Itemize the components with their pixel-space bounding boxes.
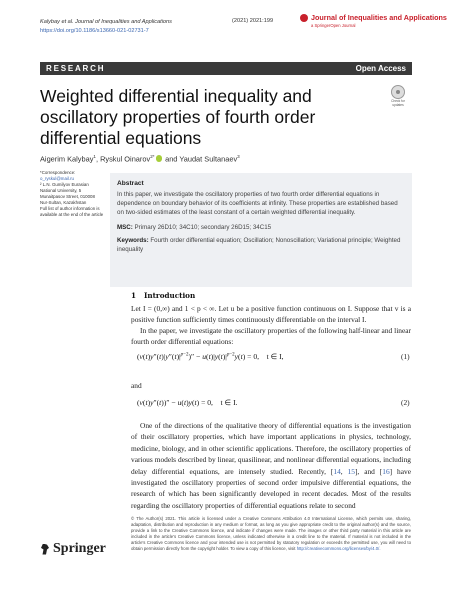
citation-link[interactable]: 15 <box>347 466 355 476</box>
check-for-updates-badge[interactable] <box>388 85 408 107</box>
author-name[interactable]: Ryskul Oinarov <box>100 154 151 164</box>
msc-codes <box>117 224 405 231</box>
publisher-logo <box>40 541 106 557</box>
correspondence-email[interactable]: o_ryskul@mail.ru <box>40 176 74 181</box>
msc-label: MSC: <box>117 224 133 232</box>
journal-logo-icon <box>300 14 308 22</box>
license-text: © The Author(s) 2021. This article is licensed under a Creative Commons Attribution 4.0 International License, which permits use, sharing, adaptation, distribution and reproduction in any medium or format, as long as you give appropriate credit to the original author(s) and the source, provide a link to the Creative Commons licence, and indicate if changes were made. The images or other third party material in this article are included in the article's Creative Commons licence, unless indicated otherwise in a credit line to the material. If material is not included in the article's Creative Commons licence and your intended use is not permitted by statutory regulation or exceeds the permitted use, you will need to obtain permission directly from the copyright holder. To view a copy of this licence, visit http://creativecommons.org/licenses/by/4.0/. <box>131 516 411 551</box>
author-affiliation-mark: 1 <box>93 154 96 159</box>
equation-1: $(v(t)y''(t)|y''(t)|^{p-2})'' - u(t)|y(t)|^{p-2}y(t) = 0$, t ∈ I, <box>137 352 284 361</box>
keywords-value: Fourth order differential equation; Oscillation; Nonoscillation; Variational principle; Weighted inequality <box>117 237 401 253</box>
body-paragraph: Let I = (0,∞) and 1 < p < ∞. Let u be a positive function continuous on I. Suppose that v is a positive function sufficiently times continuously differentiable on the interval I. <box>131 304 411 325</box>
body-paragraph: In the paper, we investigate the oscillatory properties of the following half-linear and linear fourth order differential equations: <box>131 326 411 347</box>
author-affiliation-mark: 3 <box>237 154 240 159</box>
author-affiliation-mark: 2* <box>150 154 155 159</box>
keywords <box>117 237 405 254</box>
article-type-label: RESEARCH <box>46 63 106 73</box>
citation-link[interactable]: 14 <box>333 466 341 476</box>
springer-horse-icon <box>40 544 50 555</box>
abstract-text: In this paper, we investigate the oscillatory properties of two fourth order differential equations in dependence on boundary behavior of its coefficients at infinity. These properties are established based on two-sided estimates of the least constant of a certain weighted differential inequality. <box>117 191 398 216</box>
updates-badge-label: Check for updates <box>391 99 405 107</box>
orcid-icon[interactable] <box>156 155 163 162</box>
citation-link[interactable]: 16 <box>382 466 390 476</box>
equation-number: (2) <box>401 398 410 407</box>
open-access-label: Open Access <box>355 63 406 73</box>
journal-name: Journal of Inequalities and Applications <box>311 13 447 22</box>
correspondence-label: *Correspondence: <box>40 170 76 175</box>
article-type-banner <box>40 62 412 75</box>
abstract-heading: Abstract <box>117 180 144 187</box>
correspondence-note <box>40 170 104 218</box>
author-name[interactable]: Aigerim Kalybay <box>40 154 94 164</box>
running-header <box>40 18 240 36</box>
correspondence-affiliation: ² L.N. Gumilyov Eurasian National University, 5 Munaitpasov Street, 010008 Nur-Sultan, Kazakhstan <box>40 182 95 205</box>
abstract-box <box>110 173 412 287</box>
section-heading <box>131 291 195 300</box>
year-page: (2021) 2021:199 <box>232 18 274 24</box>
body-paragraph: and <box>131 381 142 390</box>
article-title: Weighted differential inequality and oscillatory properties of fourth order differential equations <box>40 86 316 148</box>
equation-number: (1) <box>401 352 410 361</box>
body-paragraph: One of the directions of the qualitative theory of differential equations is the investigation of their oscillatory properties, which have important applications in physics, technology, medicine, biology, and in other scientific applications. Therefore, the oscillatory properties of various models described by linear, quasilinear, and nonlinear differential equations, including delay differential equations, are intensely studied. Recently, [14, 15], and [16] have investigated the oscillatory properties of second order impulsive differential equations, the research of which has been significantly developed in recent decades. Most of the results regarding the oscillatory properties of differential equations relate to second <box>131 421 411 510</box>
license-link[interactable]: http://creativecommons.org/licenses/by/4.0/. <box>296 545 381 551</box>
doi-link[interactable]: https://doi.org/10.1186/s13660-021-02731-7 <box>40 28 149 34</box>
section-title: Introduction <box>144 291 196 300</box>
msc-value: Primary 26D10; 34C10; secondary 26D15; 34C15 <box>134 224 272 232</box>
author-name[interactable]: Yaudat Sultanaev <box>179 154 238 164</box>
section-number: 1 <box>131 291 137 300</box>
keywords-label: Keywords: <box>117 237 149 245</box>
author-list: Aigerim Kalybay$^1$, Ryskul Oinarov$^{2*}$ and Yaudat Sultanaev$^3$ <box>40 154 240 164</box>
equation-2: (v(t)y″(t))″ − u(t)y(t) = 0, t ∈ I. <box>137 398 238 407</box>
author-info-note: Full list of author information is available at the end of the article <box>40 206 104 217</box>
journal-brand[interactable] <box>300 13 447 28</box>
citation-line: Kalybay et al. Journal of Inequalities and Applications <box>40 19 172 25</box>
publisher-name: Springer <box>53 541 106 556</box>
update-check-icon <box>391 85 405 99</box>
journal-subtitle: a SpringerOpen Journal <box>311 23 356 28</box>
